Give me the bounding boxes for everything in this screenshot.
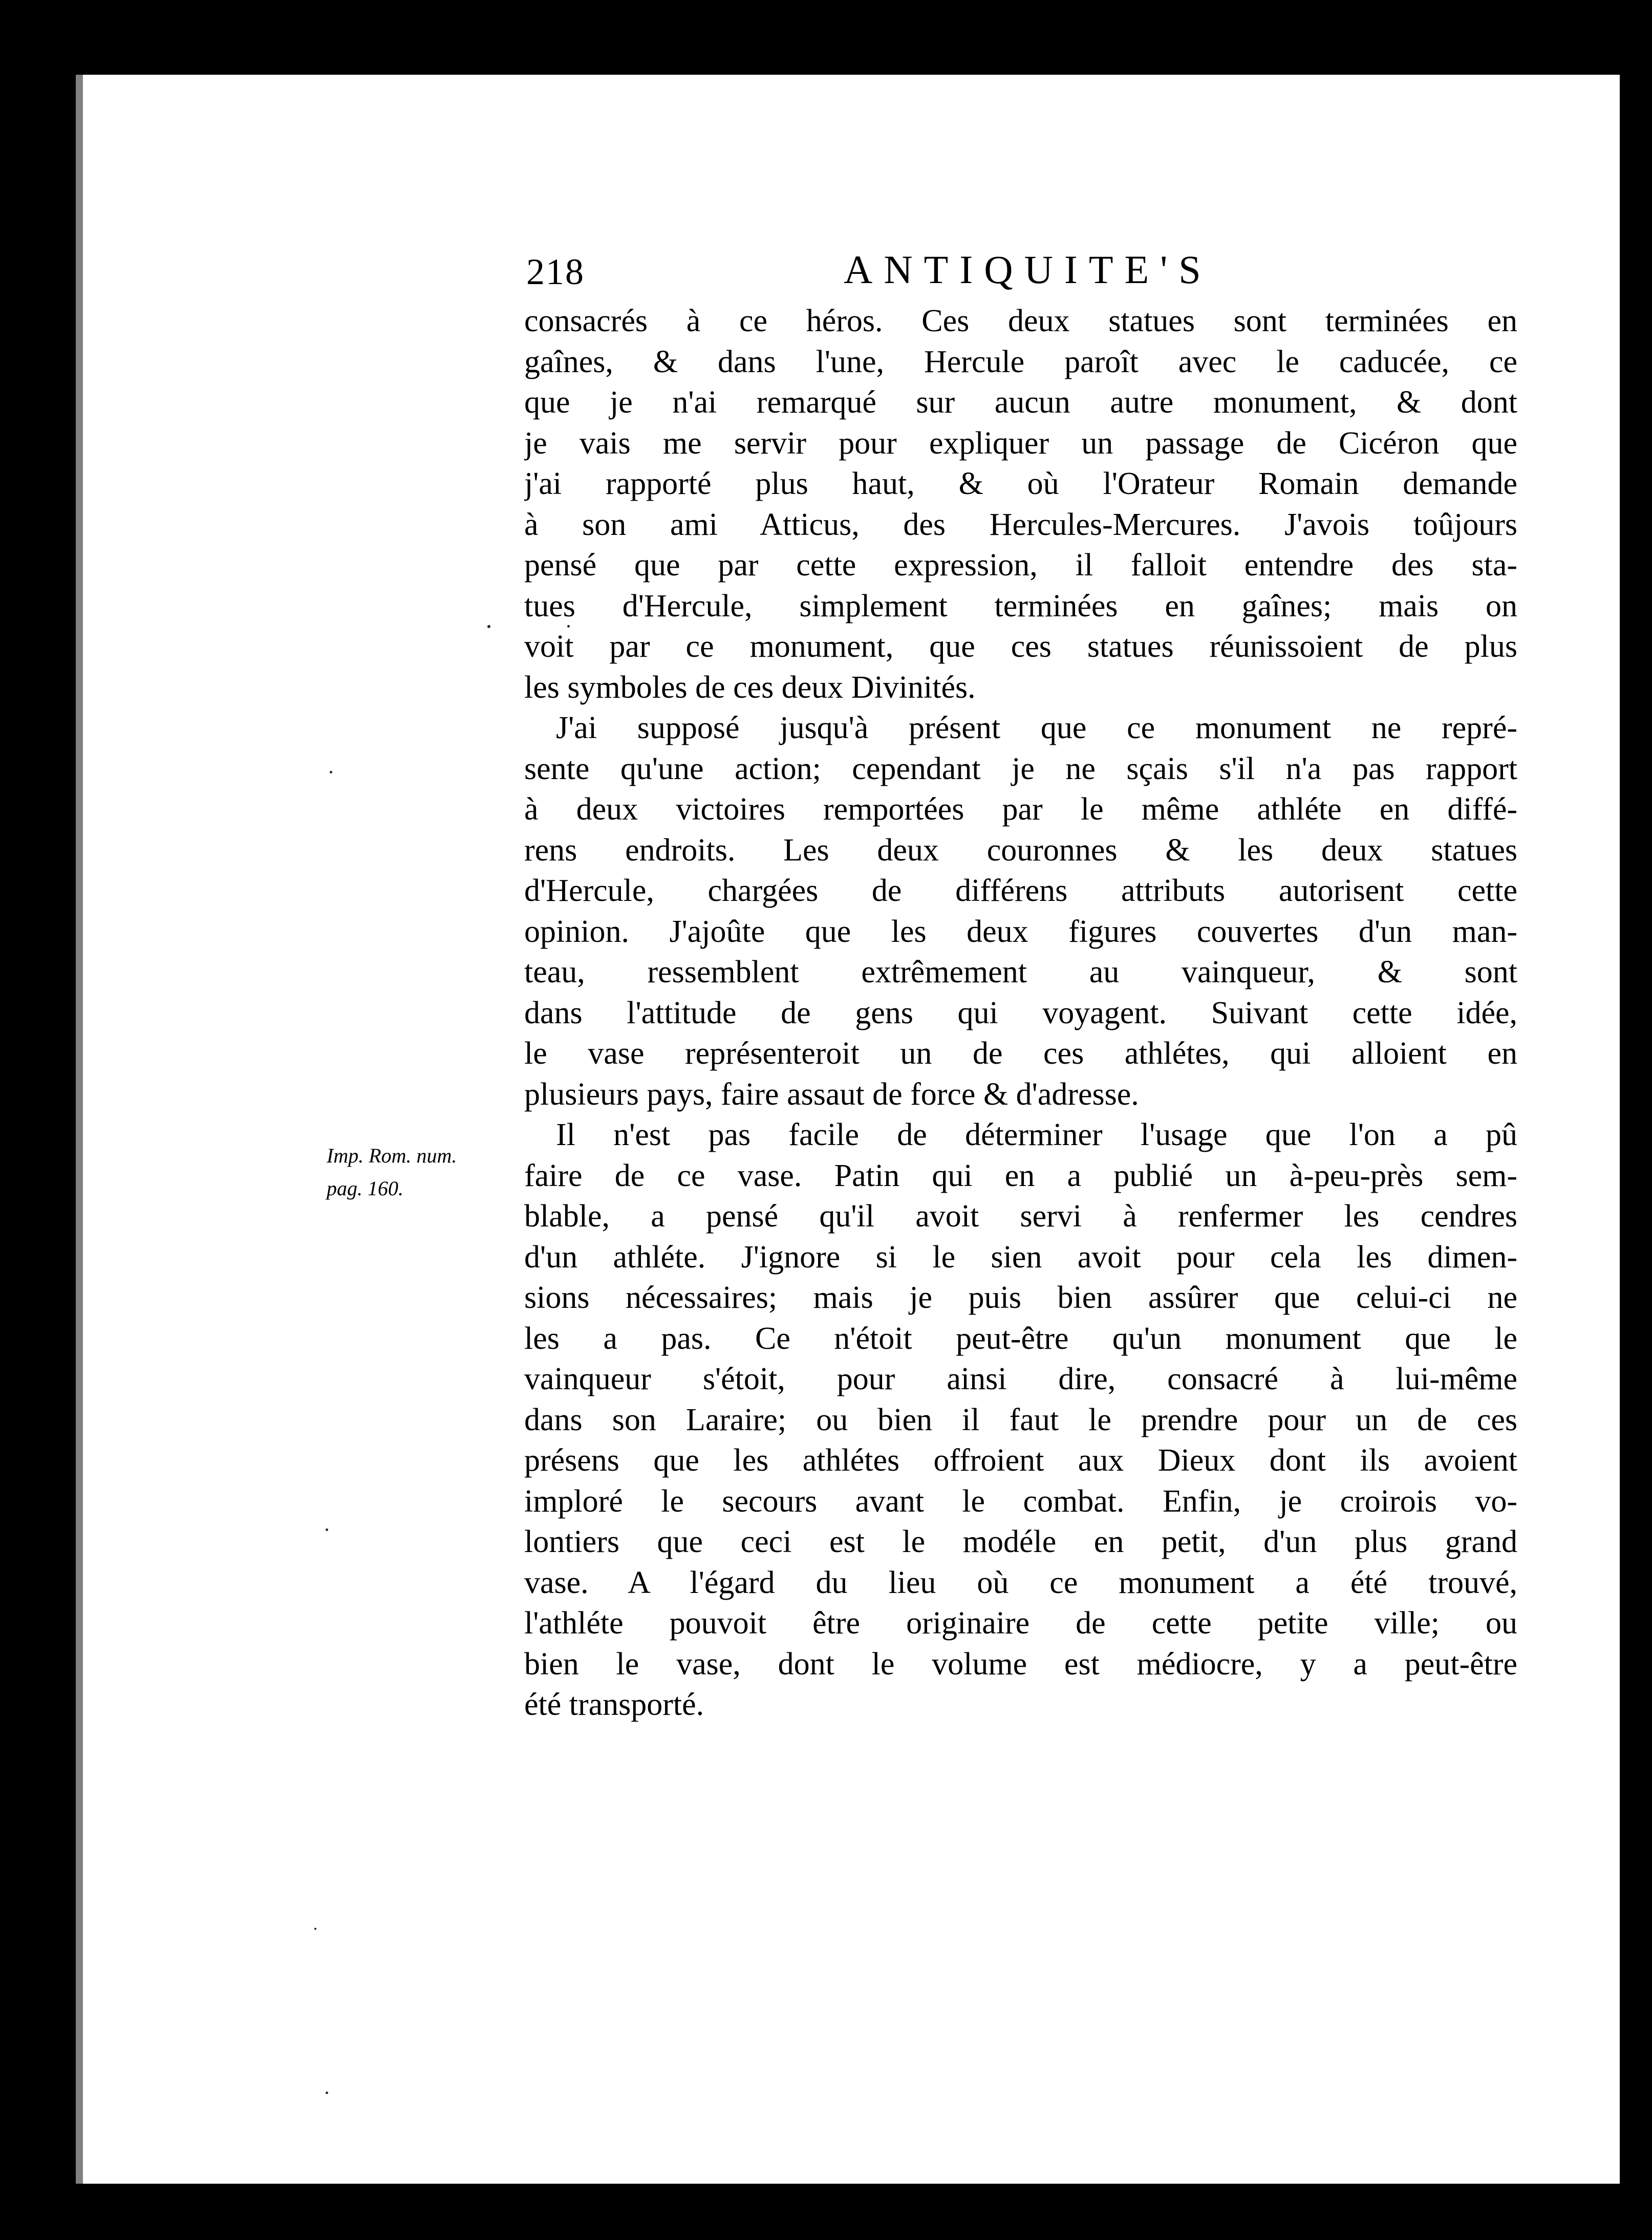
- text-line: le vase représenteroit un de ces athlétes, qui alloient en: [524, 1036, 1517, 1071]
- paragraph-1: [524, 301, 1517, 708]
- ink-speck: [326, 2092, 328, 2094]
- ink-speck: [567, 625, 570, 628]
- text-line: plusieurs pays, faire assaut de force & d'adresse.: [524, 1076, 1139, 1112]
- text-line: vase. A l'égard du lieu où ce monument a été trouvé,: [524, 1565, 1517, 1600]
- margin-note: [327, 1139, 526, 1205]
- page-number: 218: [526, 251, 585, 292]
- text-line: pensé que par cette expression, il falloit entendre des sta-: [524, 548, 1517, 583]
- text-line: les symboles de ces deux Divinités.: [524, 670, 976, 705]
- text-line: lontiers que ceci est le modéle en petit, d'un plus grand: [524, 1524, 1517, 1559]
- text-line: consacrés à ce héros. Ces deux statues sont terminées en: [524, 304, 1517, 338]
- text-line: voit par ce monument, que ces statues réunissoient de plus: [524, 629, 1517, 664]
- book-page: [76, 75, 1620, 2184]
- text-line: vainqueur s'étoit, pour ainsi dire, consacré à lui-même: [524, 1362, 1517, 1396]
- text-line: imploré le secours avant le combat. Enfin, je croirois vo-: [524, 1483, 1517, 1519]
- text-line: sente qu'une action; cependant je ne sçais s'il n'a pas rapport: [524, 751, 1517, 786]
- text-line: dans l'attitude de gens qui voyagent. Suivant cette idée,: [524, 995, 1517, 1030]
- text-line: les a pas. Ce n'étoit peut-être qu'un monument que le: [524, 1321, 1517, 1356]
- text-line: teau, ressemblent extrêmement au vainqueur, & sont: [524, 955, 1517, 989]
- text-line: Il n'est pas facile de déterminer l'usage que l'on a pû: [556, 1117, 1517, 1152]
- text-line: présens que les athlétes offroient aux Dieux dont ils avoient: [524, 1443, 1517, 1478]
- ink-speck: [326, 1528, 328, 1531]
- text-line: j'ai rapporté plus haut, & où l'Orateur Romain demande: [524, 466, 1517, 501]
- running-head: ANTIQUITE'S: [844, 247, 1212, 292]
- text-line: d'Hercule, chargées de différens attributs autorisent cette: [524, 873, 1517, 908]
- text-line: bien le vase, dont le volume est médiocre, y a peut-être: [524, 1646, 1517, 1682]
- page-header: [526, 247, 1294, 308]
- margin-note-line: Imp. Rom. num.: [327, 1144, 457, 1167]
- paragraph-3: [524, 1115, 1517, 1726]
- body-text: [524, 301, 1517, 1726]
- text-line: opinion. J'ajoûte que les deux figures couvertes d'un man-: [524, 914, 1517, 949]
- page-edge-shadow: [76, 75, 83, 2184]
- text-line: tues d'Hercule, simplement terminées en gaînes; mais on: [524, 588, 1517, 623]
- text-line: gaînes, & dans l'une, Hercule paroît avec le caducée, ce: [524, 344, 1517, 379]
- text-line: d'un athléte. J'ignore si le sien avoit pour cela les dimen-: [524, 1239, 1517, 1275]
- text-line: à deux victoires remportées par le même athléte en diffé-: [524, 792, 1517, 827]
- text-line: sions nécessaires; mais je puis bien assûrer que celui-ci ne: [524, 1280, 1517, 1315]
- paragraph-2: [524, 708, 1517, 1115]
- text-line: faire de ce vase. Patin qui en a publié un à-peu-près sem-: [524, 1158, 1517, 1193]
- margin-note-line: pag. 160.: [327, 1177, 403, 1200]
- text-line: blable, a pensé qu'il avoit servi à renfermer les cendres: [524, 1199, 1517, 1234]
- text-line: rens endroits. Les deux couronnes & les deux statues: [524, 832, 1517, 868]
- ink-speck: [314, 1928, 316, 1930]
- text-line: que je n'ai remarqué sur aucun autre monument, & dont: [524, 385, 1517, 420]
- text-line: l'athléte pouvoit être originaire de cette petite ville; ou: [524, 1606, 1517, 1641]
- text-line: à son ami Atticus, des Hercules-Mercures. J'avois toûjours: [524, 507, 1517, 542]
- ink-speck: [487, 625, 490, 628]
- text-line: dans son Laraire; ou bien il faut le prendre pour un de ces: [524, 1402, 1517, 1437]
- text-line: été transporté.: [524, 1687, 704, 1722]
- text-line: je vais me servir pour expliquer un passage de Cicéron que: [524, 425, 1517, 461]
- text-line: J'ai supposé jusqu'à présent que ce monument ne repré-: [556, 710, 1517, 745]
- ink-speck: [330, 771, 332, 773]
